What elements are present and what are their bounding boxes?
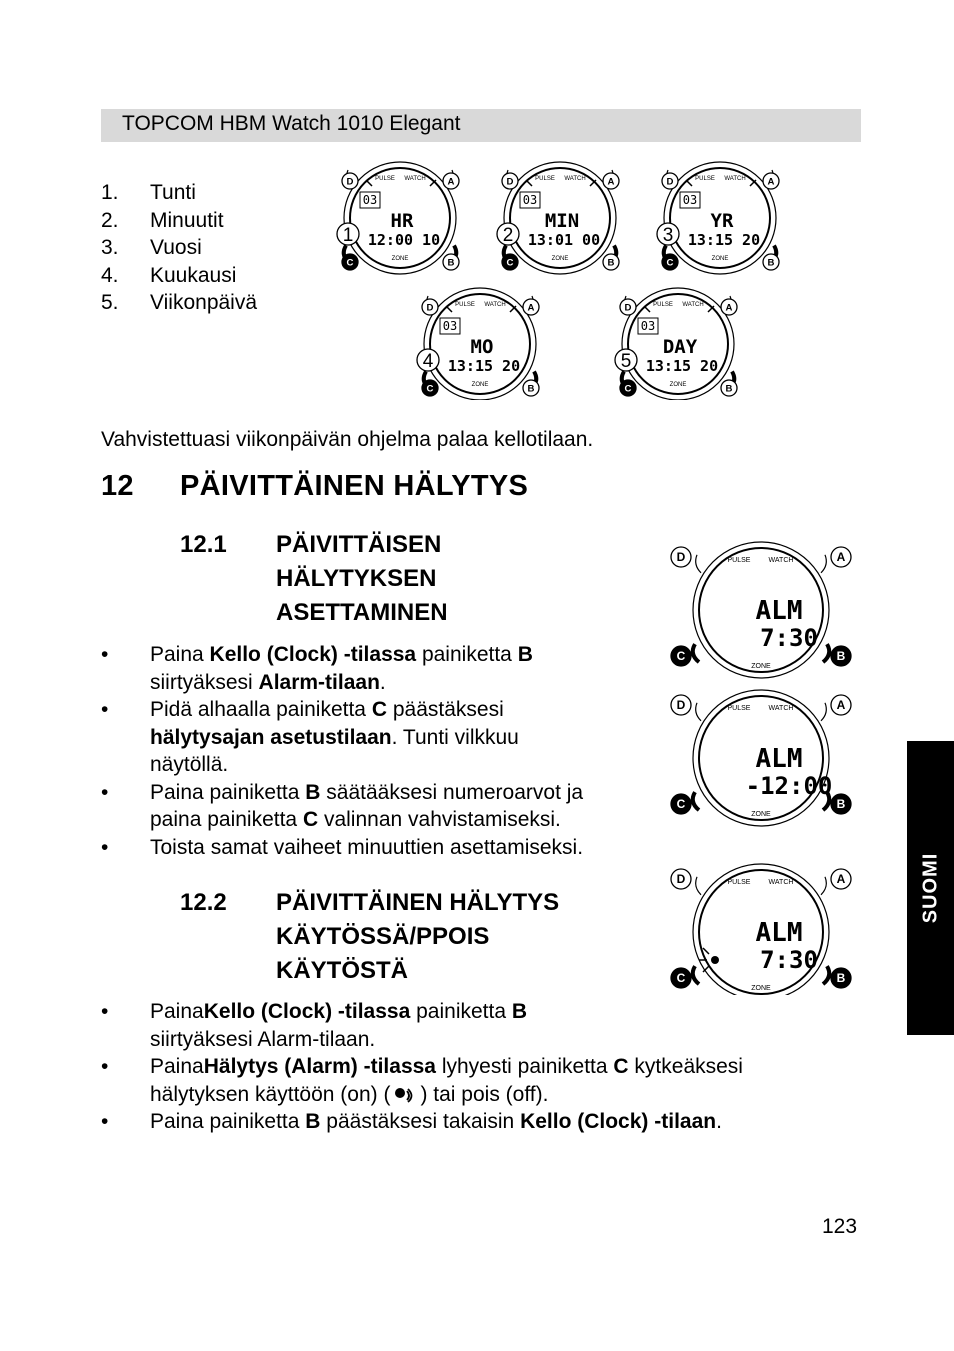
brand-watch: WATCH bbox=[768, 557, 794, 564]
bullet-text bbox=[150, 1108, 722, 1136]
bullet-text bbox=[150, 998, 527, 1053]
confirm-text: Vahvistettuasi viikonpäivän ohjelma palaa kellotilaan. bbox=[101, 428, 594, 451]
zone-label: ZONE bbox=[751, 985, 771, 992]
bullet-line bbox=[150, 751, 519, 779]
brand-pulse: PULSE bbox=[727, 705, 751, 712]
text-run: Paina painiketta bbox=[150, 1110, 306, 1133]
watch-step-2 bbox=[497, 162, 619, 274]
brand-watch: WATCH bbox=[484, 302, 506, 308]
button-d-label: D bbox=[676, 872, 686, 887]
alarm-watch-3 bbox=[671, 864, 851, 995]
alarm-watch-illustration bbox=[665, 540, 865, 995]
bullet-line bbox=[150, 1026, 527, 1054]
zone-label: ZONE bbox=[391, 256, 409, 262]
button-c-label: C bbox=[426, 383, 434, 395]
bullet-item bbox=[101, 1053, 861, 1108]
brand-pulse: PULSE bbox=[455, 302, 475, 308]
bullet-dot: • bbox=[101, 835, 109, 859]
section-12-number: 12 bbox=[101, 470, 134, 502]
text-run: Paina bbox=[150, 1055, 204, 1078]
lcd-alarm-time: 7:30 bbox=[760, 624, 818, 652]
step-label: Kuukausi bbox=[150, 263, 237, 287]
lcd-mode-label: YR bbox=[710, 210, 734, 232]
step-number: 5. bbox=[101, 291, 119, 314]
bullet-item bbox=[101, 1108, 861, 1136]
text-run: painiketta bbox=[410, 1000, 512, 1023]
bold-text: Hälytys (Alarm) -tilassa bbox=[203, 1055, 436, 1078]
language-tab bbox=[907, 741, 954, 1035]
section-12-2-number: 12.2 bbox=[180, 889, 227, 916]
watch-step-4 bbox=[417, 288, 539, 400]
section-12-1-title-line: PÄIVITTÄISEN bbox=[276, 531, 442, 558]
page-number: 123 bbox=[822, 1215, 858, 1238]
bold-text: Alarm-tilaan bbox=[258, 670, 380, 694]
alarm-watch-1 bbox=[671, 542, 851, 678]
zone-label: ZONE bbox=[711, 256, 729, 262]
bullet-text bbox=[150, 641, 533, 696]
lcd-time-display: 13:15 20 bbox=[645, 357, 719, 375]
button-c-label: C bbox=[346, 257, 354, 269]
zone-label: ZONE bbox=[751, 663, 771, 670]
brand-watch: WATCH bbox=[682, 302, 704, 308]
zone-label: ZONE bbox=[471, 382, 489, 388]
text-run: päästäksesi takaisin bbox=[320, 1110, 521, 1133]
bullet-item bbox=[101, 779, 661, 834]
step-label: Vuosi bbox=[150, 236, 202, 259]
bullets-12-1 bbox=[101, 641, 661, 861]
lcd-alarm-time: 7:30 bbox=[760, 946, 818, 974]
bullet-dot: • bbox=[101, 1000, 109, 1023]
bullet-item bbox=[101, 998, 861, 1053]
bullet-item bbox=[101, 641, 661, 696]
bullet-line bbox=[150, 696, 519, 724]
button-b-label: B bbox=[447, 257, 455, 269]
text-run: Paina painiketta bbox=[150, 780, 306, 804]
lcd-small-display: 03 bbox=[522, 193, 538, 207]
bold-text: C bbox=[613, 1055, 629, 1078]
bullet-dot: • bbox=[101, 1110, 109, 1133]
lcd-small-display: 03 bbox=[640, 319, 656, 333]
text-run: paina painiketta bbox=[150, 808, 303, 831]
bullets-12-2 bbox=[101, 998, 861, 1136]
button-c-label: C bbox=[676, 797, 686, 812]
button-a-label: A bbox=[767, 176, 775, 188]
button-b-label: B bbox=[527, 383, 535, 395]
bullet-line bbox=[150, 806, 583, 834]
brand-watch: WATCH bbox=[768, 879, 794, 886]
button-d-label: D bbox=[666, 176, 674, 188]
text-run: . bbox=[716, 1110, 722, 1133]
lcd-mode-label: DAY bbox=[662, 336, 698, 358]
bold-text: hälytysajan asetustilaan bbox=[150, 725, 392, 749]
watch-step-5 bbox=[615, 288, 737, 400]
button-a-label: A bbox=[607, 176, 615, 188]
text-run: lyhyesti painiketta bbox=[435, 1055, 614, 1078]
bullet-line bbox=[150, 998, 527, 1026]
button-b-label: B bbox=[836, 797, 846, 812]
text-run: . bbox=[379, 670, 386, 694]
step-number: 1. bbox=[101, 181, 119, 204]
section-12-1-title-line: HÄLYTYKSEN bbox=[276, 565, 437, 592]
bold-text: B bbox=[305, 780, 321, 804]
text-run: Paina bbox=[150, 643, 210, 666]
bullet-line bbox=[150, 641, 533, 669]
bullet-line bbox=[150, 834, 583, 862]
brand-pulse: PULSE bbox=[375, 176, 395, 182]
text-run: säätääksesi numeroarvot ja bbox=[320, 780, 584, 804]
button-b-label: B bbox=[725, 383, 733, 395]
button-d-label: D bbox=[346, 176, 354, 188]
section-12-2-title-line: PÄIVITTÄINEN HÄLYTYS bbox=[276, 889, 560, 916]
brand-pulse: PULSE bbox=[535, 176, 555, 182]
brand-watch: WATCH bbox=[404, 176, 426, 182]
lcd-alarm-time: -12:00 bbox=[745, 772, 833, 800]
bullet-line bbox=[150, 1108, 722, 1136]
button-b-label: B bbox=[767, 257, 775, 269]
text-run: Toista samat vaiheet minuuttien asettamiseksi. bbox=[150, 835, 584, 859]
bold-text: Kello (Clock) -tilaan bbox=[520, 1110, 717, 1133]
lcd-time-display: 13:15 20 bbox=[447, 357, 521, 375]
lcd-time-display: 12:00 10 bbox=[367, 231, 441, 249]
bullet-text bbox=[150, 779, 583, 834]
text-run: hälytyksen käyttöön (on) ( bbox=[150, 1082, 391, 1106]
bullet-line bbox=[150, 1081, 743, 1109]
lcd-time-display: 13:01 00 bbox=[527, 231, 601, 249]
bullet-item bbox=[101, 834, 661, 862]
step-marker: 4 bbox=[422, 351, 434, 372]
language-tab-label: SUOMI bbox=[919, 852, 941, 924]
step-item bbox=[101, 234, 321, 262]
button-c-label: C bbox=[506, 257, 514, 269]
bullet-line bbox=[150, 779, 583, 807]
button-b-label: B bbox=[607, 257, 615, 269]
bold-text: Kello (Clock) -tilassa bbox=[203, 1000, 411, 1023]
bullet-line bbox=[150, 669, 533, 697]
bullet-dot: • bbox=[101, 780, 109, 804]
step-marker: 1 bbox=[342, 225, 354, 246]
bullet-item bbox=[101, 696, 661, 779]
button-a-label: A bbox=[836, 872, 846, 887]
bullet-dot: • bbox=[101, 643, 109, 666]
bold-text: C bbox=[371, 698, 387, 721]
button-d-label: D bbox=[624, 302, 632, 314]
bullet-text bbox=[150, 696, 519, 779]
step-marker: 5 bbox=[620, 351, 632, 372]
watch-step-1 bbox=[337, 162, 459, 274]
text-run: näytöllä. bbox=[150, 753, 229, 776]
lcd-mode-label: HR bbox=[390, 210, 414, 232]
button-d-label: D bbox=[506, 176, 514, 188]
section-12-1-title-line: ASETTAMINEN bbox=[276, 599, 448, 626]
step-label: Minuutit bbox=[150, 208, 224, 232]
button-b-label: B bbox=[836, 649, 846, 664]
button-c-label: C bbox=[676, 649, 686, 664]
brand-pulse: PULSE bbox=[727, 557, 751, 564]
bold-text: B bbox=[511, 1000, 528, 1023]
section-12-title: PÄIVITTÄINEN HÄLYTYS bbox=[180, 470, 529, 502]
button-b-label: B bbox=[836, 971, 846, 986]
text-run: . Tunti vilkkuu bbox=[391, 725, 519, 749]
text-run: painiketta bbox=[416, 643, 518, 666]
lcd-time-display: 13:15 20 bbox=[687, 231, 761, 249]
step-item bbox=[101, 289, 321, 317]
section-12-2-title-line: KÄYTÖSTÄ bbox=[276, 957, 408, 984]
bullet-dot: • bbox=[101, 1055, 109, 1078]
bold-text: C bbox=[302, 808, 319, 831]
button-a-label: A bbox=[725, 302, 733, 314]
button-d-label: D bbox=[676, 698, 686, 713]
step-list bbox=[101, 179, 321, 317]
step-number: 4. bbox=[101, 263, 119, 287]
step-item bbox=[101, 207, 321, 235]
bullet-line bbox=[150, 1053, 743, 1081]
lcd-small-display: 03 bbox=[362, 193, 378, 207]
step-marker: 2 bbox=[502, 225, 514, 246]
lcd-alarm-label: ALM bbox=[755, 744, 803, 774]
button-a-label: A bbox=[447, 176, 455, 188]
button-a-label: A bbox=[527, 302, 535, 314]
zone-label: ZONE bbox=[551, 256, 569, 262]
alarm-on-icon bbox=[390, 1083, 420, 1105]
button-c-label: C bbox=[666, 257, 674, 269]
step-marker: 3 bbox=[662, 225, 674, 246]
watch-settings-illustration bbox=[330, 160, 820, 400]
document-title: TOPCOM HBM Watch 1010 Elegant bbox=[122, 112, 461, 135]
step-number: 3. bbox=[101, 236, 119, 259]
bullet-line bbox=[150, 724, 519, 752]
bold-text: B bbox=[305, 1110, 321, 1133]
step-number: 2. bbox=[101, 208, 119, 232]
button-d-label: D bbox=[676, 550, 686, 565]
button-c-label: C bbox=[676, 971, 686, 986]
brand-pulse: PULSE bbox=[727, 879, 751, 886]
brand-pulse: PULSE bbox=[695, 176, 715, 182]
lcd-alarm-label: ALM bbox=[755, 596, 803, 626]
bullet-dot: • bbox=[101, 698, 109, 721]
section-12-2-title bbox=[276, 886, 656, 988]
button-c-label: C bbox=[624, 383, 632, 395]
text-run: siirtyäksesi Alarm-tilaan. bbox=[150, 1027, 376, 1051]
section-12-2-title-line: KÄYTÖSSÄ/PPOIS bbox=[276, 923, 490, 950]
lcd-mode-label: MIN bbox=[544, 210, 580, 232]
zone-label: ZONE bbox=[751, 811, 771, 818]
step-label: Tunti bbox=[150, 181, 196, 204]
text-run: päästäksesi bbox=[387, 698, 504, 721]
step-item bbox=[101, 179, 321, 207]
text-run: siirtyäksesi bbox=[150, 670, 259, 694]
button-a-label: A bbox=[836, 550, 846, 565]
step-label: Viikonpäivä bbox=[150, 291, 258, 314]
brand-watch: WATCH bbox=[564, 176, 586, 182]
text-run: Paina bbox=[150, 1000, 204, 1023]
brand-pulse: PULSE bbox=[653, 302, 673, 308]
lcd-alarm-label: ALM bbox=[755, 918, 803, 948]
section-12-1-number: 12.1 bbox=[180, 531, 227, 558]
text-run: kytkeäksesi bbox=[628, 1055, 743, 1078]
bullet-text bbox=[150, 834, 583, 862]
alarm-watch-2 bbox=[671, 690, 851, 826]
lcd-small-display: 03 bbox=[442, 319, 458, 333]
watch-step-3 bbox=[657, 162, 779, 274]
zone-label: ZONE bbox=[669, 382, 687, 388]
text-run: Pidä alhaalla painiketta bbox=[150, 698, 372, 721]
bold-text: Kello (Clock) -tilassa bbox=[209, 643, 417, 666]
button-a-label: A bbox=[836, 698, 846, 713]
text-run: ) tai pois (off). bbox=[420, 1082, 549, 1106]
bold-text: B bbox=[517, 643, 533, 666]
step-item bbox=[101, 262, 321, 290]
section-12-1-title bbox=[276, 528, 636, 630]
button-d-label: D bbox=[426, 302, 434, 314]
brand-watch: WATCH bbox=[724, 176, 746, 182]
lcd-mode-label: MO bbox=[470, 336, 494, 358]
bullet-text bbox=[150, 1053, 743, 1108]
lcd-small-display: 03 bbox=[682, 193, 698, 207]
brand-watch: WATCH bbox=[768, 705, 794, 712]
text-run: valinnan vahvistamiseksi. bbox=[318, 808, 561, 831]
